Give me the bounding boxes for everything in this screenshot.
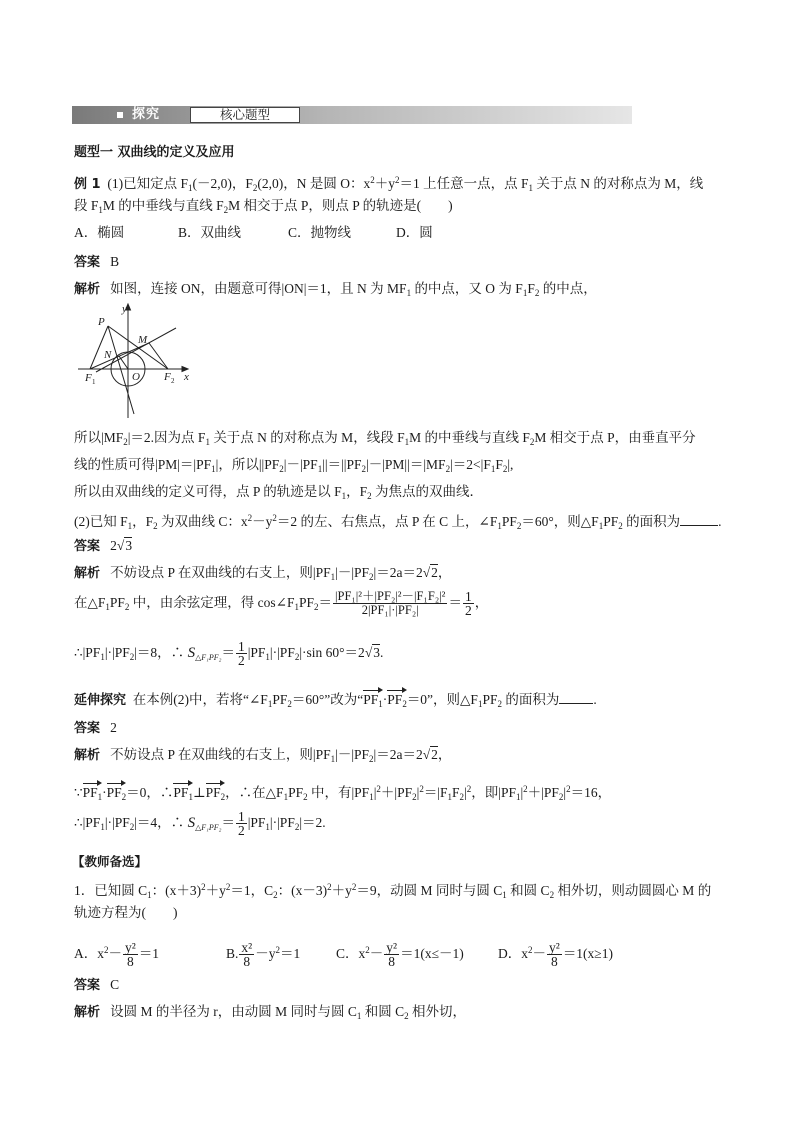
half-fraction: $\frac{1}{2}$	[464, 589, 472, 619]
option-a: A．$x^2-$ $\frac{\text{y²}}{8}$ ＝1	[74, 940, 160, 970]
ext-an-line2: $\because PF_1\cdot PF_2=0$，$\therefore PF_1\perp PF_2$，∴在$\triangle F_1PF_2$ 中，有$|PF_1|^2+|PF_2|^2=|F_1F_2|^2$，即$|PF_1|^2+|PF_2|^2=16$，	[74, 779, 611, 807]
option-c: C．抛物线	[288, 225, 352, 240]
ext-an-line3: $\therefore|PF_1|\cdot|PF_2|=4$，∴ $S_{\triangle F_1PF_2}=$ $\frac{1}{2}$ $|PF_1|\cdot|PF_2|=2$.	[74, 809, 326, 839]
header-box-core: 核心题型	[190, 107, 300, 123]
teacher-answer: 答案 C	[74, 977, 120, 993]
ex1-q1-line1: 例 1 (1)已知定点 $F_1(-2,0)$，$F_2(2,0)$，N 是圆 O：$x^2+y^2=1$ 上任意一点，点 $F_1$ 关于点 N 的对称点为 M，线	[74, 175, 704, 193]
teacher-analysis: 解析 设圆 M 的半径为 r，由动圆 M 同时与圆 $C_1$ 和圆 $C_2$ 相外切，	[74, 1004, 467, 1021]
fig-label-y: y	[122, 303, 127, 315]
header-tab-explore: 探究	[132, 107, 161, 122]
half-fraction: $\frac{1}{2}$	[237, 639, 245, 669]
teacher-options	[74, 936, 613, 968]
ext-answer: 答案 2	[74, 720, 117, 736]
sqrt-icon: √	[364, 645, 373, 660]
teacher-q-line1: 1．已知圆 $C_1$：$(x+3)^2+y^2=1$，$C_2$：$(x-3)^2+y^2=9$，动圆 M 同时与圆 $C_1$ 和圆 $C_2$ 相外切，则动圆圆心 M 的	[74, 882, 712, 900]
option-a: A．椭圆	[74, 225, 125, 240]
fig-label-m: M	[138, 334, 148, 346]
ext-an-line1: 解析 不妨设点 P 在双曲线的右支上，则$|PF_1|-|PF_2|=2a=2√2$，	[74, 747, 452, 764]
cosine-fraction: $\frac{\text{|PF₁|²＋|PF₂|²－|F₁F₂|²}}{\text{2|PF₁|·|PF₂|}}$	[335, 589, 446, 618]
ex1-an2-line2: 在$\triangle F_1PF_2$ 中，由余弦定理，得 $\cos\angle F_1PF_2=$ $\frac{\text{|PF₁|²＋|PF₂|²－|F₁F₂|²}}{\text{2|PF₁|·|PF₂|}}$ ＝ $\frac{1}{2}$ ，	[74, 589, 489, 619]
ex1-q1-line2: 段 $F_1M$ 的中垂线与直线 $F_2M$ 相交于点 P，则点 P 的轨迹是( )	[74, 198, 453, 215]
sqrt-icon: √	[116, 538, 125, 553]
ex1-so-line3: 所以由双曲线的定义可得，点 P 的轨迹是以 $F_1$，$F_2$ 为焦点的双曲线．	[74, 484, 484, 501]
answer-blank	[559, 691, 593, 704]
ex1-so-line1: 所以$|MF_2|=2$.因为点 $F_1$ 关于点 N 的对称点为 M，线段 $F_1M$ 的中垂线与直线 $F_2M$ 相交于点 P，由垂直平分	[74, 430, 696, 447]
fig-label-p: P	[98, 316, 105, 328]
answer-blank	[680, 513, 718, 526]
ex1-answer: 答案 B	[74, 254, 120, 270]
ex1-answer2: 答案 2√3	[74, 538, 133, 554]
square-bullet-icon	[117, 112, 123, 118]
ex1-an2-line3: $\therefore|PF_1|\cdot|PF_2|=8$，∴ $S_{\triangle F_1PF_2}=$ $\frac{1}{2}$ $|PF_1|\cdot|PF_2|\cdot\sin$ 60°＝2√3.	[74, 639, 384, 669]
ex1-options	[74, 223, 433, 243]
ex1-analysis-line1: 解析 如图，连接 ON，由题意可得|ON|＝1，且 N 为 $MF_1$ 的中点，又 O 为 $F_1F_2$ 的中点，	[74, 281, 597, 298]
teacher-reserve-label: 【教师备选】	[72, 854, 148, 869]
sqrt-icon: √	[422, 747, 431, 762]
ext-question: 延伸探究 在本例(2)中，若将“$\angle F_1PF_2=60^\circ$”改为“$PF_1\cdot PF_2=0$”，则$\triangle F_1PF_2$ 的面积为 .	[74, 690, 597, 714]
vector-pf2: $PF_2$	[387, 690, 407, 714]
hyperbola-figure	[76, 300, 206, 420]
option-c: C．$x^2-$ $\frac{\text{y²}}{8}$ ＝1(x≤－1)	[336, 940, 464, 970]
option-d: D．$x^2-$ $\frac{\text{y²}}{8}$ ＝1(x≥1)	[498, 940, 613, 970]
half-fraction: $\frac{1}{2}$	[237, 809, 245, 839]
fig-label-n: N	[104, 349, 112, 361]
svg-text:1: 1	[92, 378, 96, 386]
sqrt-icon: √	[422, 565, 431, 580]
ex1-so-line2: 线的性质可得$|PM|=|PF_1|$，所以$||PF_2|-|PF_1||=||PF_2|-|PM||=|MF_2|=2<|F_1F_2|$,	[74, 457, 514, 474]
vector-pf1: $PF_1$	[363, 690, 383, 714]
section-title: 题型一 双曲线的定义及应用	[74, 145, 235, 160]
fig-label-o: O	[132, 371, 140, 383]
teacher-q-line2: 轨迹方程为( )	[74, 905, 178, 920]
option-d: D．圆	[396, 225, 433, 240]
fig-label-f2: F	[164, 371, 171, 383]
ex1-q2: (2)已知 $F_1$，$F_2$ 为双曲线 C：$x^2-y^2=2$ 的左、右焦点，点 P 在 C 上，$\angle F_1PF_2=60^\circ$，则$\triangle F_1PF_2$ 的面积为 .	[74, 513, 722, 531]
fig-label-f1: F	[85, 372, 92, 384]
option-b: B．双曲线	[178, 225, 242, 240]
section-header-bar	[72, 106, 632, 124]
svg-text:2: 2	[171, 377, 175, 385]
fig-label-x: x	[184, 371, 189, 383]
option-b: B. $\frac{\text{x²}}{8}$ $-y^2=1$	[226, 940, 301, 970]
ex1-an2-line1: 解析 不妨设点 P 在双曲线的右支上，则$|PF_1|-|PF_2|=2a=2√2$，	[74, 565, 452, 582]
